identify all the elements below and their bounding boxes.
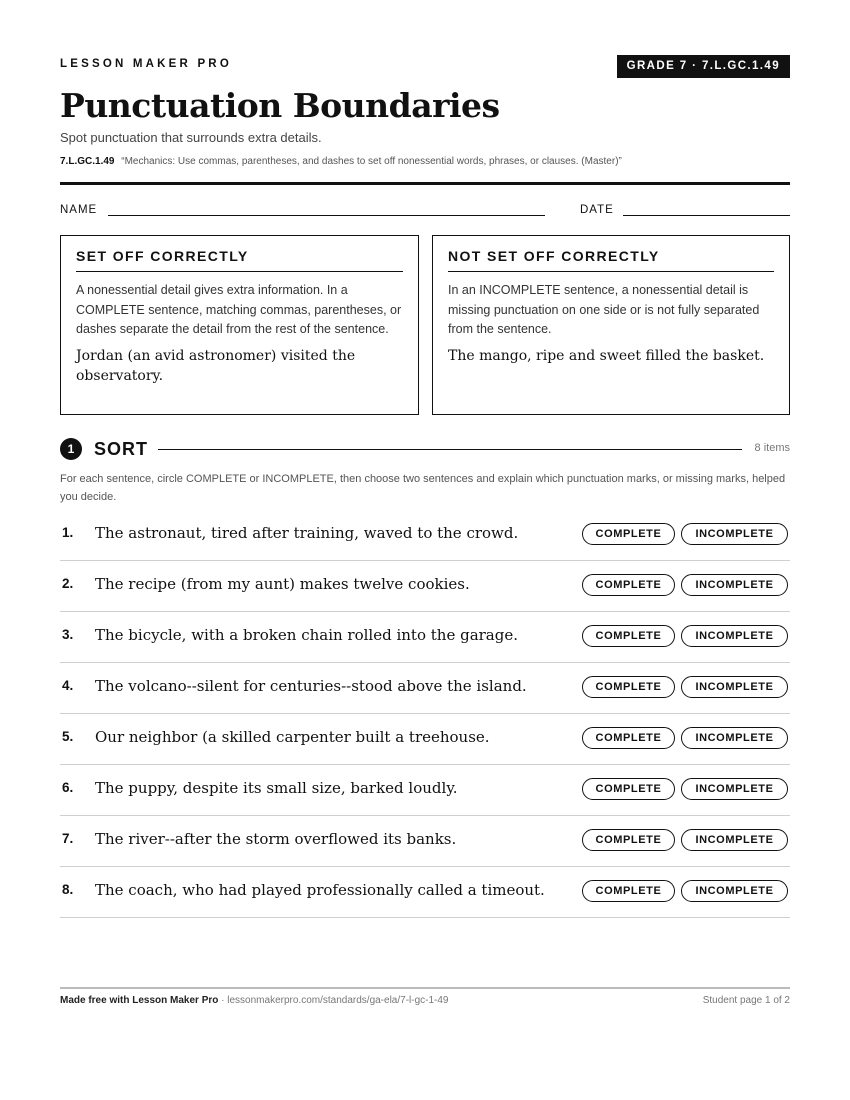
complete-choice[interactable]: COMPLETE xyxy=(582,523,675,545)
incomplete-choice[interactable]: INCOMPLETE xyxy=(681,676,788,698)
item-sentence: The recipe (from my aunt) makes twelve cookies. xyxy=(95,575,470,593)
name-label: NAME xyxy=(60,204,98,216)
sort-item-list xyxy=(60,510,790,918)
name-date-row xyxy=(60,204,790,218)
section-divider xyxy=(158,449,742,450)
item-number: 6. xyxy=(62,780,74,795)
grade-badge: GRADE 7 · 7.L.GC.1.49 xyxy=(617,55,790,78)
incorrect-example-box xyxy=(432,235,790,415)
item-count: 8 items xyxy=(754,442,790,454)
item-sentence: The puppy, despite its small size, barked loudly. xyxy=(95,779,458,797)
item-sentence: The river--after the storm overflowed its banks. xyxy=(95,830,457,848)
item-number: 4. xyxy=(62,678,74,693)
incorrect-box-description: In an INCOMPLETE sentence, a nonessential detail is missing punctuation on one side or is not fully separated from the sentence. xyxy=(448,283,760,336)
page-title: Punctuation Boundaries xyxy=(60,86,500,125)
date-label: DATE xyxy=(580,204,614,216)
incomplete-choice[interactable]: INCOMPLETE xyxy=(681,625,788,647)
complete-choice[interactable]: COMPLETE xyxy=(582,574,675,596)
incorrect-box-example: The mango, ripe and sweet filled the basket. xyxy=(448,347,765,364)
list-item xyxy=(60,510,790,561)
item-sentence: Our neighbor (a skilled carpenter built a treehouse. xyxy=(95,728,490,746)
item-number: 8. xyxy=(62,882,74,897)
incomplete-choice[interactable]: INCOMPLETE xyxy=(681,727,788,749)
footer-page-number: Student page 1 of 2 xyxy=(702,995,790,1006)
incomplete-choice[interactable]: INCOMPLETE xyxy=(681,574,788,596)
item-sentence: The astronaut, tired after training, waved to the crowd. xyxy=(95,524,519,542)
complete-choice[interactable]: COMPLETE xyxy=(582,778,675,800)
incomplete-choice[interactable]: INCOMPLETE xyxy=(681,523,788,545)
incorrect-box-heading: NOT SET OFF CORRECTLY xyxy=(448,248,774,272)
correct-box-description: A nonessential detail gives extra information. In a COMPLETE sentence, matching commas, parentheses, or dashes separate the detail from the rest of the sentence. xyxy=(76,283,402,336)
item-number: 5. xyxy=(62,729,74,744)
item-sentence: The bicycle, with a broken chain rolled into the garage. xyxy=(95,626,518,644)
list-item xyxy=(60,663,790,714)
item-number: 1. xyxy=(62,525,74,540)
incomplete-choice[interactable]: INCOMPLETE xyxy=(681,829,788,851)
item-sentence: The volcano--silent for centuries--stood above the island. xyxy=(95,677,527,695)
list-item xyxy=(60,612,790,663)
footer-made-with: Made free with Lesson Maker Pro xyxy=(60,995,219,1006)
incomplete-choice[interactable]: INCOMPLETE xyxy=(681,778,788,800)
standard-line xyxy=(60,156,622,167)
brand-name: LESSON MAKER PRO xyxy=(60,58,232,70)
standard-code: 7.L.GC.1.49 xyxy=(60,156,115,167)
section-instructions: For each sentence, circle COMPLETE or INCOMPLETE, then choose two sentences and explain which punctuation marks, or missing marks, helped you decide. xyxy=(60,473,786,503)
header-divider xyxy=(60,182,790,185)
list-item xyxy=(60,714,790,765)
sort-section-header xyxy=(60,436,790,462)
complete-choice[interactable]: COMPLETE xyxy=(582,625,675,647)
complete-choice[interactable]: COMPLETE xyxy=(582,880,675,902)
list-item xyxy=(60,561,790,612)
correct-example-box xyxy=(60,235,419,415)
item-number: 3. xyxy=(62,627,74,642)
item-sentence: The coach, who had played professionally called a timeout. xyxy=(95,881,545,899)
footer-credit xyxy=(60,995,449,1006)
complete-choice[interactable]: COMPLETE xyxy=(582,676,675,698)
list-item xyxy=(60,765,790,816)
complete-choice[interactable]: COMPLETE xyxy=(582,829,675,851)
item-number: 2. xyxy=(62,576,74,591)
incomplete-choice[interactable]: INCOMPLETE xyxy=(681,880,788,902)
page-subtitle: Spot punctuation that surrounds extra details. xyxy=(60,130,322,145)
footer-divider xyxy=(60,987,790,989)
section-number-badge: 1 xyxy=(60,438,82,460)
correct-box-example: Jordan (an avid astronomer) visited the observatory. xyxy=(76,347,356,384)
correct-box-heading: SET OFF CORRECTLY xyxy=(76,248,403,272)
list-item xyxy=(60,867,790,918)
standard-text: “Mechanics: Use commas, parentheses, and dashes to set off nonessential words, phrases, or clauses. (Master)” xyxy=(121,156,622,167)
complete-choice[interactable]: COMPLETE xyxy=(582,727,675,749)
list-item xyxy=(60,816,790,867)
footer-url: · lessonmakerpro.com/standards/ga-ela/7-l-gc-1-49 xyxy=(218,995,449,1006)
date-field[interactable] xyxy=(623,215,790,216)
name-field[interactable] xyxy=(108,215,545,216)
item-number: 7. xyxy=(62,831,74,846)
section-title: SORT xyxy=(94,439,149,459)
